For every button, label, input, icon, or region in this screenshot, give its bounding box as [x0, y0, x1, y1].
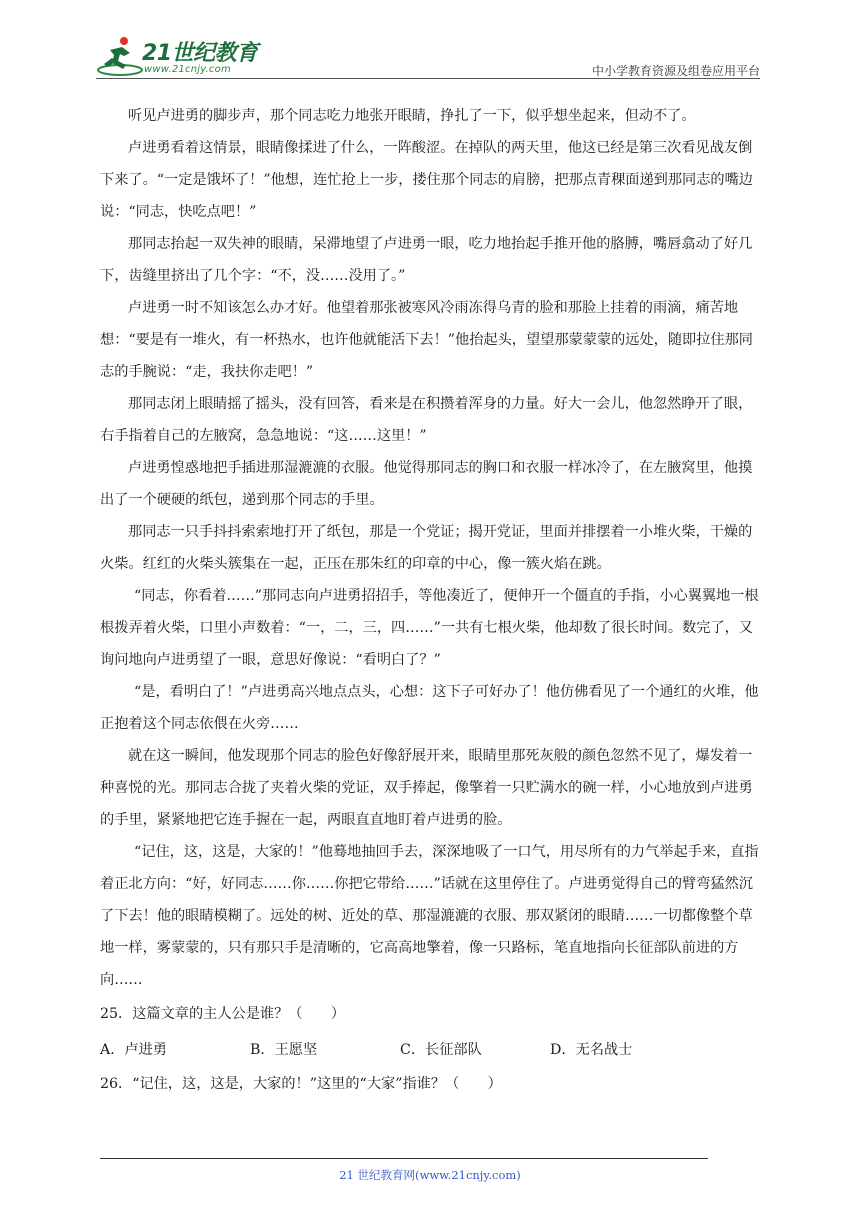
logo-url: www.21cnjy.com: [144, 64, 231, 75]
page-header: [96, 30, 760, 80]
paragraph: 那同志抬起一双失神的眼睛，呆滞地望了卢进勇一眼，吃力地抬起手推开他的胳膊，嘴唇翕动了好几下，齿缝里挤出了几个字：“不，没……没用了。”: [100, 236, 753, 284]
footer-divider: [100, 1158, 708, 1159]
paragraph: “同志，你看着……”那同志向卢进勇招招手，等他凑近了，便伸开一个僵直的手指，小心翼翼地一根根拨弄着火柴，口里小声数着：“一，二，三，四……”一共有七根火柴，他却数了很长时间。数完了，又询问地向卢进勇望了一眼，意思好像说：“看明白了？”: [100, 588, 759, 668]
paragraph: 那同志一只手抖抖索索地打开了纸包，那是一个党证；揭开党证，里面并排摆着一小堆火柴，干燥的火柴。红红的火柴头簇集在一起，正压在那朱红的印章的中心，像一簇火焰在跳。: [100, 524, 753, 572]
paragraph: 那同志闭上眼睛摇了摇头，没有回答，看来是在积攒着浑身的力量。好大一会儿，他忽然睁开了眼，右手指着自己的左腋窝，急急地说：“这……这里！”: [100, 396, 753, 444]
question-26: 26．“记住，这，这是，大家的！”这里的“大家”指谁？（ ）: [100, 1076, 502, 1092]
option-c[interactable]: C．长征部队: [400, 1042, 482, 1058]
paragraph: 卢进勇看着这情景，眼睛像揉进了什么，一阵酸涩。在掉队的两天里，他这已经是第三次看见战友倒下来了。“一定是饿坏了！”他想，连忙抢上一步，搂住那个同志的肩膀，把那点青稞面递到那同志的嘴边说：“同志，快吃点吧！”: [100, 140, 753, 220]
question-25-options: [100, 1034, 764, 1066]
runner-logo-icon: [96, 34, 144, 78]
logo-title: 21世纪教育: [142, 41, 258, 66]
question-25: 25．这篇文章的主人公是谁？（ ）: [100, 1006, 346, 1022]
paragraph: 听见卢进勇的脚步声，那个同志吃力地张开眼睛，挣扎了一下，似乎想坐起来，但动不了。: [128, 108, 696, 124]
option-b[interactable]: B．王愿坚: [250, 1042, 318, 1058]
option-a[interactable]: A．卢进勇: [100, 1042, 167, 1058]
platform-name: 中小学教育资源及组卷应用平台: [591, 64, 760, 78]
paragraph: “记住，这，这是，大家的！”他蓦地抽回手去，深深地吸了一口气，用尽所有的力气举起手来，直指着正北方向：“好，好同志……你……你把它带给……”话就在这里停住了。卢进勇觉得自己的臂弯猛然沉了下去！他的眼睛模糊了。远处的树、近处的草、那湿漉漉的衣服、那双紧闭的眼睛……一切都像整个草地一样，雾蒙蒙的，只有那只手是清晰的，它高高地擎着，像一只路标，笔直地指向长征部队前进的方向……: [100, 844, 759, 988]
option-d[interactable]: D．无名战士: [550, 1042, 633, 1058]
paragraph: “是，看明白了！”卢进勇高兴地点点头，心想：这下子可好办了！他仿佛看见了一个通红的火堆，他正抱着这个同志依偎在火旁……: [100, 684, 759, 732]
header-divider: [96, 78, 760, 79]
footer-link[interactable]: 21 世纪教育网(www.21cnjy.com): [339, 1168, 521, 1182]
paragraph: 就在这一瞬间，他发现那个同志的脸色好像舒展开来，眼睛里那死灰般的颜色忽然不见了，爆发着一种喜悦的光。那同志合拢了夹着火柴的党证，双手捧起，像擎着一只贮满水的碗一样，小心地放到卢进勇的手里，紧紧地把它连手握在一起，两眼直直地盯着卢进勇的脸。: [100, 748, 753, 828]
site-logo[interactable]: [96, 34, 266, 78]
paragraph: 卢进勇一时不知该怎么办才好。他望着那张被寒风冷雨冻得乌青的脸和那脸上挂着的雨滴，痛苦地想：“要是有一堆火，有一杯热水，也许他就能活下去！”他抬起头，望望那蒙蒙蒙的远处，随即拉住那同志的手腕说：“走，我扶你走吧！”: [100, 300, 753, 380]
paragraph: 卢进勇惶惑地把手插进那湿漉漉的衣服。他觉得那同志的胸口和衣服一样冰冷了，在左腋窝里，他摸出了一个硬硬的纸包，递到那个同志的手里。: [100, 460, 753, 508]
article-body: [100, 100, 764, 1100]
